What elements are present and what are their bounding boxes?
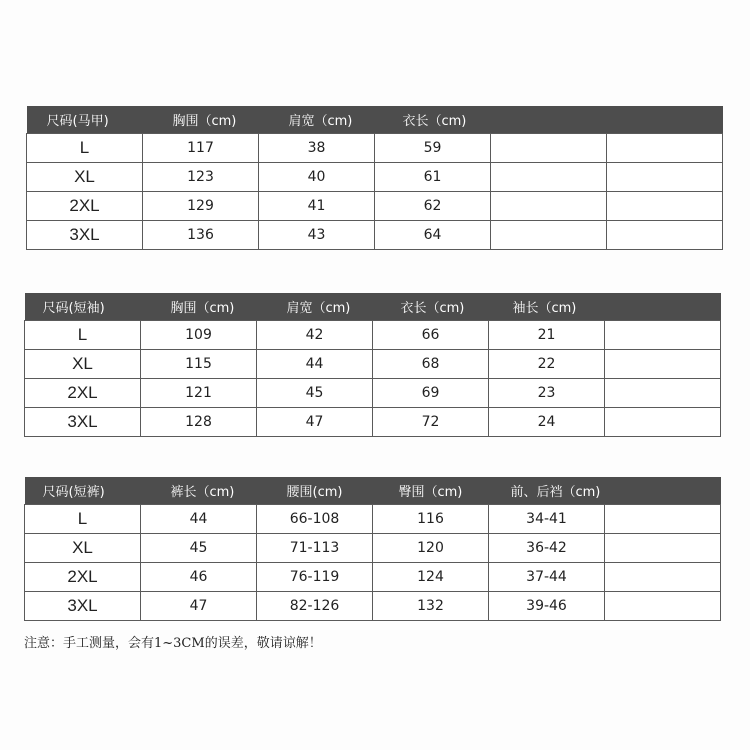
length-cell: 62 (375, 192, 491, 221)
chest-cell: 136 (143, 221, 259, 250)
hip-cell: 116 (373, 505, 489, 534)
size-cell: L (25, 505, 141, 534)
length-cell: 72 (373, 408, 489, 437)
table-row (25, 592, 721, 621)
rise-cell: 36-42 (489, 534, 605, 563)
empty-cell (607, 134, 723, 163)
short-sleeve-size-table (24, 293, 721, 437)
chest-cell: 117 (143, 134, 259, 163)
waist-cell: 71-113 (257, 534, 373, 563)
size-cell: L (27, 134, 143, 163)
size-cell: L (25, 321, 141, 350)
header-hip: 臀围（cm) (373, 477, 489, 505)
table-row (25, 408, 721, 437)
pants-length-cell: 47 (141, 592, 257, 621)
table-row (27, 221, 723, 250)
length-cell: 64 (375, 221, 491, 250)
chest-cell: 128 (141, 408, 257, 437)
header-empty (605, 477, 721, 505)
table-row (25, 534, 721, 563)
size-cell: XL (25, 350, 141, 379)
empty-cell (605, 350, 721, 379)
table-row (25, 563, 721, 592)
table-row (25, 321, 721, 350)
empty-cell (491, 163, 607, 192)
header-length: 衣长（cm) (375, 106, 491, 134)
header-shoulder: 肩宽（cm) (259, 106, 375, 134)
header-size: 尺码(马甲) (27, 106, 143, 134)
empty-cell (491, 192, 607, 221)
header-empty (605, 293, 721, 321)
hip-cell: 120 (373, 534, 489, 563)
waist-cell: 66-108 (257, 505, 373, 534)
chest-cell: 129 (143, 192, 259, 221)
length-cell: 59 (375, 134, 491, 163)
header-pants-length: 裤长（cm) (141, 477, 257, 505)
header-waist: 腰围(cm) (257, 477, 373, 505)
shoulder-cell: 45 (257, 379, 373, 408)
table-row (25, 350, 721, 379)
empty-cell (605, 534, 721, 563)
empty-cell (607, 221, 723, 250)
waist-cell: 82-126 (257, 592, 373, 621)
chest-cell: 123 (143, 163, 259, 192)
pants-length-cell: 45 (141, 534, 257, 563)
table-header-row (27, 106, 723, 134)
header-shoulder: 肩宽（cm) (257, 293, 373, 321)
header-chest: 胸围（cm) (141, 293, 257, 321)
shoulder-cell: 43 (259, 221, 375, 250)
shoulder-cell: 41 (259, 192, 375, 221)
table-row (27, 134, 723, 163)
sleeve-cell: 23 (489, 379, 605, 408)
waist-cell: 76-119 (257, 563, 373, 592)
size-cell: 3XL (25, 592, 141, 621)
size-cell: 2XL (25, 379, 141, 408)
hip-cell: 124 (373, 563, 489, 592)
table-row (25, 379, 721, 408)
chest-cell: 115 (141, 350, 257, 379)
rise-cell: 37-44 (489, 563, 605, 592)
shoulder-cell: 44 (257, 350, 373, 379)
size-cell: 2XL (27, 192, 143, 221)
table-row (25, 505, 721, 534)
length-cell: 66 (373, 321, 489, 350)
size-cell: XL (27, 163, 143, 192)
chest-cell: 121 (141, 379, 257, 408)
empty-cell (605, 379, 721, 408)
hip-cell: 132 (373, 592, 489, 621)
header-empty (491, 106, 607, 134)
shorts-size-table (24, 477, 721, 621)
empty-cell (607, 192, 723, 221)
shoulder-cell: 42 (257, 321, 373, 350)
table-header-row (25, 293, 721, 321)
pants-length-cell: 44 (141, 505, 257, 534)
header-chest: 胸围（cm) (143, 106, 259, 134)
empty-cell (605, 408, 721, 437)
header-size: 尺码(短袖) (25, 293, 141, 321)
sleeve-cell: 21 (489, 321, 605, 350)
empty-cell (491, 134, 607, 163)
empty-cell (491, 221, 607, 250)
header-sleeve: 袖长（cm) (489, 293, 605, 321)
size-cell: XL (25, 534, 141, 563)
header-size: 尺码(短裤) (25, 477, 141, 505)
shoulder-cell: 47 (257, 408, 373, 437)
pants-length-cell: 46 (141, 563, 257, 592)
header-length: 衣长（cm) (373, 293, 489, 321)
rise-cell: 39-46 (489, 592, 605, 621)
measurement-note: 注意：手工测量，会有1~3CM的误差，敬请谅解！ (24, 636, 322, 651)
header-rise: 前、后裆（cm) (489, 477, 605, 505)
empty-cell (605, 563, 721, 592)
header-empty (607, 106, 723, 134)
length-cell: 69 (373, 379, 489, 408)
table-row (27, 192, 723, 221)
table-row (27, 163, 723, 192)
length-cell: 68 (373, 350, 489, 379)
sleeve-cell: 24 (489, 408, 605, 437)
chest-cell: 109 (141, 321, 257, 350)
size-cell: 3XL (25, 408, 141, 437)
vest-size-table (26, 106, 723, 250)
length-cell: 61 (375, 163, 491, 192)
shoulder-cell: 38 (259, 134, 375, 163)
table-header-row (25, 477, 721, 505)
size-cell: 2XL (25, 563, 141, 592)
empty-cell (607, 163, 723, 192)
rise-cell: 34-41 (489, 505, 605, 534)
size-cell: 3XL (27, 221, 143, 250)
shoulder-cell: 40 (259, 163, 375, 192)
empty-cell (605, 321, 721, 350)
empty-cell (605, 592, 721, 621)
sleeve-cell: 22 (489, 350, 605, 379)
empty-cell (605, 505, 721, 534)
